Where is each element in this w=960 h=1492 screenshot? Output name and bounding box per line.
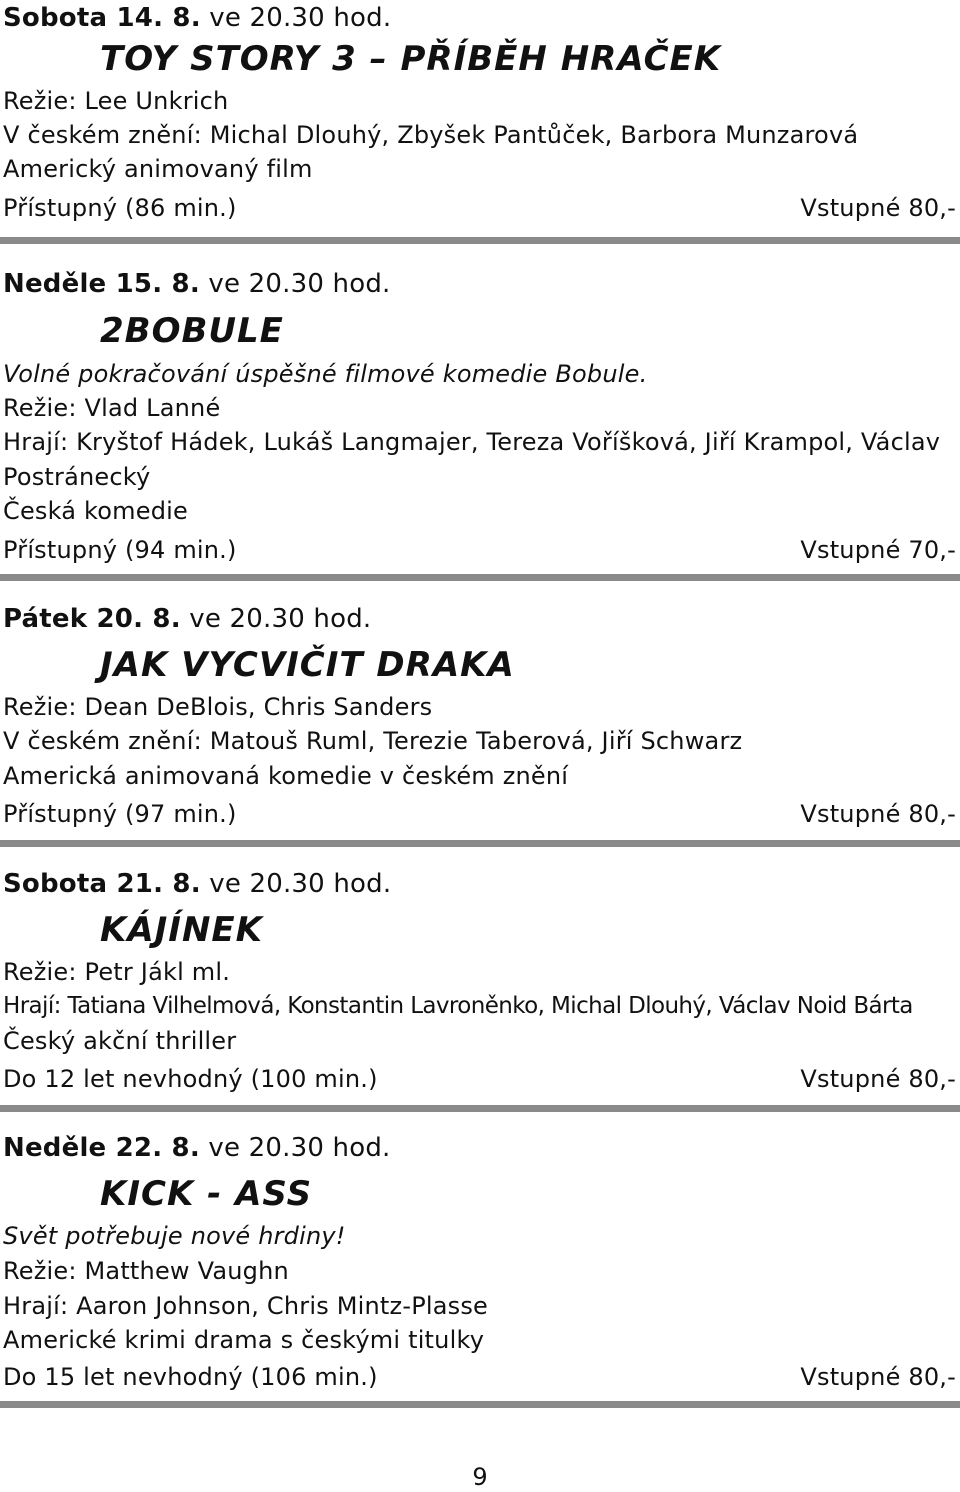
film-genre: Americké krimi drama s českými titulky [3, 1326, 485, 1354]
divider [0, 840, 960, 847]
film-info-row [3, 1062, 956, 1096]
date-day: Pátek 20. 8. [3, 604, 181, 634]
film-access: Přístupný (86 min.) [3, 194, 237, 222]
film-title: TOY STORY 3 – PŘÍBĚH HRAČEK [100, 39, 722, 79]
film-director: Režie: Vlad Lanné [3, 394, 221, 422]
date-day: Sobota 14. 8. [3, 3, 201, 33]
film-price: Vstupné 80,- [800, 1363, 956, 1391]
date-day: Neděle 22. 8. [3, 1133, 200, 1163]
film-cast-continued: Postránecký [3, 463, 151, 491]
film-access: Do 15 let nevhodný (106 min.) [3, 1363, 378, 1391]
film-title: KICK - ASS [100, 1174, 313, 1214]
film-info-row [3, 797, 956, 831]
date-time: ve 20.30 hod. [199, 269, 391, 299]
film-access: Do 12 let nevhodný (100 min.) [3, 1065, 378, 1093]
screening-date [3, 867, 956, 901]
date-day: Sobota 21. 8. [3, 869, 201, 899]
film-cast: V českém znění: Michal Dlouhý, Zbyšek Pantůček, Barbora Munzarová [3, 121, 859, 149]
divider [0, 1105, 960, 1112]
film-genre: Český akční thriller [3, 1027, 237, 1055]
film-price: Vstupné 80,- [800, 194, 956, 222]
film-price: Vstupné 70,- [800, 536, 956, 564]
film-tagline: Svět potřebuje nové hrdiny! [3, 1222, 346, 1250]
film-access: Přístupný (97 min.) [3, 800, 237, 828]
page-number: 9 [472, 1463, 488, 1491]
film-genre: Americká animovaná komedie v českém znění [3, 762, 569, 790]
date-time: ve 20.30 hod. [200, 3, 392, 33]
film-director: Režie: Dean DeBlois, Chris Sanders [3, 693, 433, 721]
film-cast: V českém znění: Matouš Ruml, Terezie Taberová, Jiří Schwarz [3, 727, 743, 755]
film-title: KÁJÍNEK [100, 910, 263, 950]
screening-date [3, 1131, 956, 1165]
date-time: ve 20.30 hod. [200, 869, 392, 899]
divider [0, 237, 960, 244]
divider [0, 574, 960, 581]
film-cast: Hrají: Tatiana Vilhelmová, Konstantin Lavroněnko, Michal Dlouhý, Václav Noid Bárta [3, 993, 913, 1019]
film-price: Vstupné 80,- [800, 1065, 956, 1093]
screening-date [3, 602, 956, 636]
screening-date [3, 1, 956, 35]
film-director: Režie: Petr Jákl ml. [3, 958, 231, 986]
film-director: Režie: Matthew Vaughn [3, 1257, 289, 1285]
screening-date [3, 267, 956, 301]
date-time: ve 20.30 hod. [180, 604, 372, 634]
film-info-row [3, 191, 956, 225]
film-title: 2BOBULE [100, 311, 284, 351]
film-cast: Hrají: Aaron Johnson, Chris Mintz-Plasse [3, 1292, 489, 1320]
film-info-row [3, 533, 956, 567]
film-info-row [3, 1360, 956, 1394]
film-director: Režie: Lee Unkrich [3, 87, 229, 115]
divider [0, 1401, 960, 1408]
date-day: Neděle 15. 8. [3, 269, 200, 299]
film-genre: Americký animovaný film [3, 155, 313, 183]
film-access: Přístupný (94 min.) [3, 536, 237, 564]
film-price: Vstupné 80,- [800, 800, 956, 828]
film-tagline: Volné pokračování úspěšné filmové komedie Bobule. [3, 360, 648, 388]
date-time: ve 20.30 hod. [199, 1133, 391, 1163]
film-title: JAK VYCVIČIT DRAKA [100, 645, 515, 685]
film-genre: Česká komedie [3, 497, 188, 525]
film-cast: Hrají: Kryštof Hádek, Lukáš Langmajer, Tereza Voříšková, Jiří Krampol, Václav [3, 428, 941, 456]
